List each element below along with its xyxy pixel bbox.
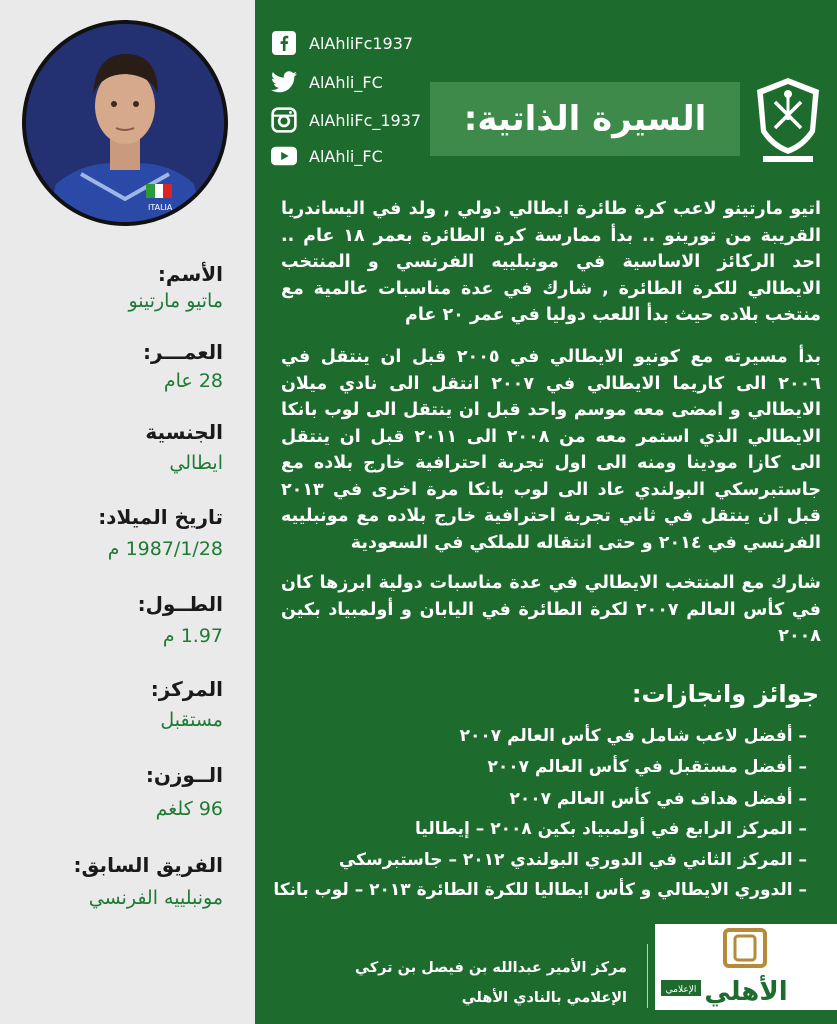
- club-crest-icon: [753, 76, 823, 164]
- profile-value-age: 28 عام: [163, 370, 223, 392]
- media-center-logo: [655, 924, 837, 1010]
- footer-line-1: مركز الأمير عبدالله بن فيصل بن تركي: [355, 960, 627, 976]
- profile-value-weight: 96 كلغم: [155, 798, 223, 820]
- media-logo-text: الأهلي: [704, 977, 788, 1007]
- profile-label-birthdate: تاريخ الميلاد:: [98, 505, 223, 529]
- social-instagram[interactable]: [271, 107, 421, 133]
- award-item: – أفضل لاعب شامل في كأس العالم ٢٠٠٧: [459, 726, 807, 746]
- social-twitter[interactable]: [271, 69, 383, 95]
- profile-value-previous-team: مونبلييه الفرنسي: [88, 887, 223, 909]
- award-item: – المركز الرابع في أولمبياد بكين ٢٠٠٨ – إيطاليا: [415, 819, 807, 839]
- profile-value-nationality: ايطالي: [169, 452, 223, 474]
- youtube-icon: [271, 143, 297, 169]
- footer-credit: [307, 953, 627, 1013]
- player-avatar: [22, 20, 228, 226]
- profile-value-birthdate: 1987/1/28 م: [107, 538, 223, 560]
- social-facebook[interactable]: [271, 30, 413, 56]
- profile-label-name: الأسم:: [157, 262, 223, 286]
- page-title: السيرة الذاتية:: [463, 99, 707, 139]
- award-item: – أفضل مستقبل في كأس العالم ٢٠٠٧: [487, 757, 807, 777]
- twitter-icon: [271, 69, 297, 95]
- social-handle: AlAhli_FC: [309, 72, 383, 92]
- bio-paragraph-3: شارك مع المنتخب الايطالي في عدة مناسبات دولية ابرزها كان في كأس العالم ٢٠٠٧ لكرة الطائرة في اليابان و أولمبياد بكين ٢٠٠٨: [281, 573, 821, 646]
- profile-label-position: المركز:: [150, 677, 223, 701]
- profile-value-name: ماتيو مارتينو: [128, 290, 223, 312]
- social-handle: AlAhli_FC: [309, 146, 383, 166]
- awards-heading: جوائز وانجازات:: [631, 680, 819, 708]
- player-photo-illustration: [26, 24, 224, 222]
- award-item: – الدوري الايطالي و كأس ايطاليا للكرة الطائرة ٢٠١٣ – لوب بانكا: [273, 880, 807, 900]
- instagram-icon: [271, 107, 297, 133]
- bio-paragraph-1: اتيو مارتينو لاعب كرة طائرة ايطالي دولي , ولد في اليساندريا القريبة من تورينو .. بدأ ممارسة كرة الطائرة بعمر ١٨ عام .. احد الركائز الاساسية في مونبلييه الفرنسي و المنتخب الايطالي للكرة الطائرة , شارك في عدة مناسبات عالمية مع منتخب بلاده حيث بدأ اللعب دوليا في عمر ٢٠ عام: [281, 199, 822, 325]
- social-handle: AlAhliFc_1937: [309, 110, 422, 130]
- profile-label-previous-team: الفريق السابق:: [73, 853, 223, 877]
- bio-paragraph-2: بدأ مسيرته مع كونيو الايطالي في ٢٠٠٥ قبل ان ينتقل في ٢٠٠٦ الى كاريما الايطالي في ٢٠٠٧ انتقل الى نادي ميلان الايطالي و امضى معه موسم واحد قبل ان ينتقل الى لوب بانكا الايطالي الذي استمر معه من ٢٠٠٨ الى ٢٠١١ قبل ان ينتقل الى كازا مودينا ومنه الى اول تجربة احترافية خارج بلاده مع جاستبرسكي البولندي عاد الى لوب بانكا مرة اخرى في ٢٠١٣ قبل ان ينتقل في ثاني تجربة احترافية خارج بلاده مع مونبلييه الفرنسي في ٢٠١٤ و حتى انتقاله للملكي في السعودية: [281, 347, 822, 553]
- social-handle: AlAhliFc1937: [309, 33, 414, 53]
- profile-label-weight: الــوزن:: [145, 763, 223, 787]
- facebook-icon: [271, 30, 297, 56]
- award-item: – المركز الثاني في الدوري البولندي ٢٠١٢ – جاستبرسكي: [338, 850, 807, 870]
- profile-value-height: 1.97 م: [162, 625, 223, 647]
- footer-line-2: الإعلامي بالنادي الأهلي: [461, 990, 627, 1006]
- award-item: – أفضل هداف في كأس العالم ٢٠٠٧: [509, 789, 807, 809]
- profile-label-nationality: الجنسية: [145, 420, 223, 444]
- profile-label-age: العمـــر:: [142, 340, 223, 364]
- footer-divider: [647, 944, 648, 1008]
- profile-value-position: مستقبل: [160, 709, 223, 731]
- media-logo-subtext: الإعلامي: [665, 985, 697, 995]
- media-center-emblem-icon: [655, 924, 837, 1010]
- avatar-jersey-text: ITALIA: [148, 203, 173, 212]
- title-box: [430, 82, 740, 156]
- club-logo: [753, 76, 823, 164]
- social-youtube[interactable]: [271, 143, 383, 169]
- player-info-panel: [0, 0, 255, 1024]
- biography-panel: [255, 0, 837, 1024]
- profile-label-height: الطــول:: [137, 592, 223, 616]
